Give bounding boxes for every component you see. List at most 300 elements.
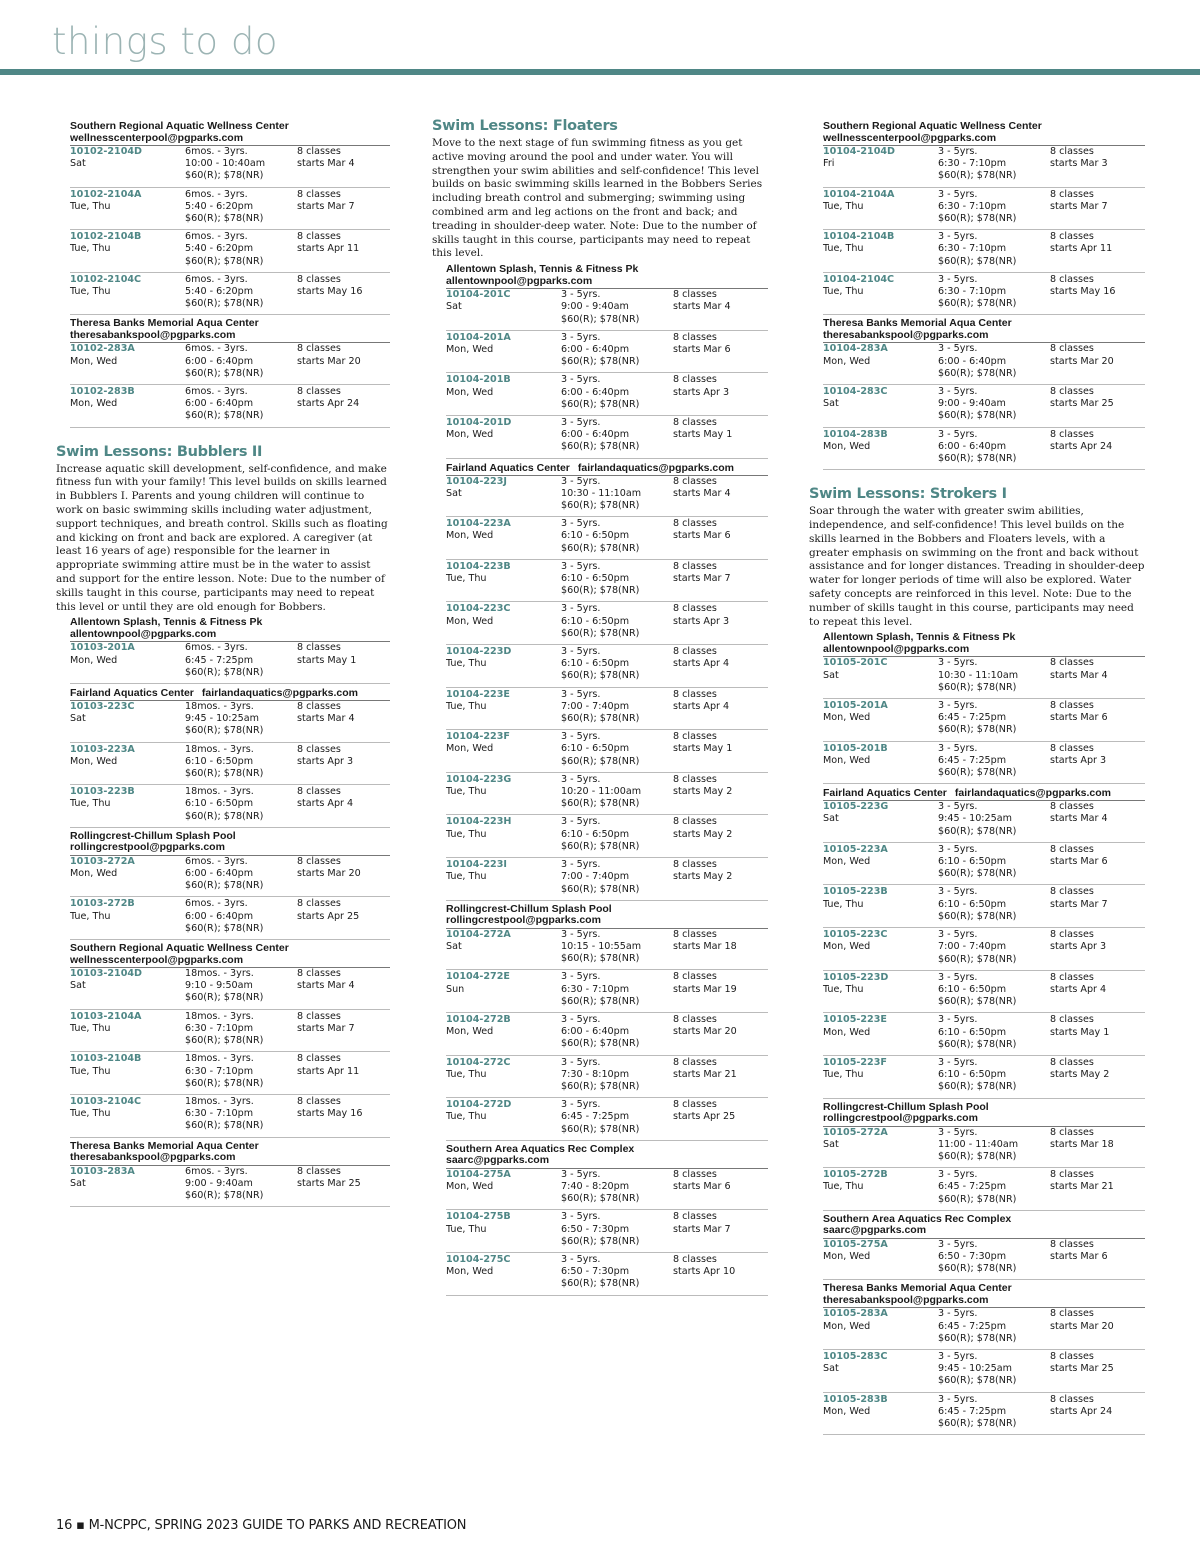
- class-row: [823, 231, 1145, 273]
- class-code: 10104-223B: [446, 560, 511, 572]
- class-ages: 3 - 5yrs.: [561, 646, 601, 658]
- class-start: starts Mar 21: [673, 1068, 737, 1080]
- class-time: 7:40 - 8:20pm: [561, 1180, 630, 1192]
- class-time: 6:10 - 6:50pm: [561, 530, 630, 542]
- class-row: [70, 343, 390, 385]
- class-count: 8 classes: [297, 968, 341, 980]
- class-days: Sat: [823, 1138, 839, 1150]
- class-fee: $60(R); $78(NR): [561, 1235, 640, 1247]
- class-code: 10102-2104B: [70, 231, 142, 243]
- class-row: [823, 743, 1145, 785]
- class-start: starts Apr 3: [673, 615, 730, 627]
- class-code: 10104-2104D: [823, 146, 896, 157]
- class-fee: $60(R); $78(NR): [561, 883, 640, 895]
- class-start: starts Mar 4: [673, 301, 731, 313]
- class-row: [70, 1096, 390, 1138]
- class-code: 10105-272B: [823, 1169, 888, 1181]
- class-ages: 3 - 5yrs.: [561, 603, 601, 615]
- class-time: 6:00 - 6:40pm: [185, 398, 254, 410]
- class-time: 5:40 - 6:20pm: [185, 286, 254, 298]
- class-ages: 3 - 5yrs.: [938, 343, 978, 355]
- class-days: Tue, Thu: [446, 658, 487, 670]
- class-ages: 3 - 5yrs.: [561, 475, 601, 487]
- class-fee: $60(R); $78(NR): [185, 1120, 264, 1132]
- class-time: 7:00 - 7:40pm: [561, 871, 630, 883]
- class-row: [446, 417, 768, 459]
- class-ages: 3 - 5yrs.: [561, 417, 601, 428]
- class-ages: 3 - 5yrs.: [938, 188, 978, 200]
- location-name: Fairland Aquatics Center: [823, 787, 947, 800]
- class-days: Tue, Thu: [446, 700, 487, 712]
- class-days: Tue, Thu: [70, 286, 111, 298]
- class-row: [823, 972, 1145, 1014]
- class-fee: $60(R); $78(NR): [561, 1038, 640, 1050]
- class-start: starts May 2: [673, 828, 733, 840]
- class-code: 10103-283A: [70, 1165, 135, 1177]
- class-count: 8 classes: [1050, 1126, 1094, 1138]
- class-fee: $60(R); $78(NR): [561, 627, 640, 639]
- class-fee: $60(R); $78(NR): [938, 953, 1017, 965]
- class-time: 9:45 - 10:25am: [938, 813, 1012, 825]
- class-days: Mon, Wed: [446, 1266, 494, 1278]
- class-time: 6:30 - 7:10pm: [185, 1022, 254, 1034]
- section-title: Swim Lessons: Strokers I: [809, 486, 1007, 503]
- class-time: 6:50 - 7:30pm: [938, 1250, 1007, 1262]
- class-fee: $60(R); $78(NR): [185, 367, 264, 379]
- class-ages: 3 - 5yrs.: [561, 1056, 601, 1068]
- class-time: 6:50 - 7:30pm: [561, 1223, 630, 1235]
- class-row: [823, 1351, 1145, 1393]
- class-row: [446, 1057, 768, 1099]
- class-ages: 3 - 5yrs.: [938, 1169, 978, 1181]
- class-days: Tue, Thu: [70, 1065, 111, 1077]
- class-row: [823, 429, 1145, 471]
- class-fee: $60(R); $78(NR): [938, 255, 1017, 267]
- class-row: [70, 744, 390, 786]
- class-count: 8 classes: [673, 688, 717, 700]
- class-days: Mon, Wed: [446, 343, 494, 355]
- class-days: Mon, Wed: [823, 1405, 871, 1417]
- class-fee: $60(R); $78(NR): [938, 767, 1017, 779]
- class-row: [823, 1127, 1145, 1169]
- class-count: 8 classes: [673, 518, 717, 530]
- location-email: fairlandaquatics@pgparks.com: [201, 687, 359, 700]
- class-start: starts Mar 6: [673, 1180, 731, 1192]
- class-row: [70, 386, 390, 428]
- class-count: 8 classes: [1050, 886, 1094, 898]
- class-ages: 3 - 5yrs.: [561, 971, 601, 983]
- class-code: 10102-2104D: [70, 146, 143, 157]
- class-days: Tue, Thu: [446, 1223, 487, 1235]
- class-start: starts Apr 25: [673, 1111, 736, 1123]
- class-days: Mon, Wed: [446, 1180, 494, 1192]
- location-name: Southern Area Aquatics Rec Complex: [446, 1142, 635, 1155]
- class-code: 10102-2104A: [70, 188, 142, 200]
- class-code: 10104-201D: [446, 417, 512, 428]
- location-header: [432, 1144, 768, 1169]
- class-fee: $60(R); $78(NR): [185, 992, 264, 1004]
- class-start: starts Apr 3: [673, 386, 730, 398]
- class-ages: 3 - 5yrs.: [938, 1350, 978, 1362]
- class-count: 8 classes: [297, 273, 341, 285]
- class-code: 10104-275B: [446, 1211, 511, 1223]
- class-time: 10:15 - 10:55am: [561, 940, 642, 952]
- location-email: fairlandaquatics@pgparks.com: [577, 461, 735, 474]
- class-start: starts Apr 24: [1050, 1405, 1113, 1417]
- class-days: Tue, Thu: [446, 1111, 487, 1123]
- class-start: starts Mar 20: [1050, 1320, 1114, 1332]
- class-ages: 3 - 5yrs.: [938, 657, 978, 669]
- class-count: 8 classes: [297, 743, 341, 755]
- class-days: Tue, Thu: [446, 1068, 487, 1080]
- class-fee: $60(R); $78(NR): [185, 922, 264, 934]
- class-ages: 3 - 5yrs.: [938, 386, 978, 398]
- class-code: 10104-201A: [446, 331, 511, 343]
- class-start: starts Apr 24: [1050, 440, 1113, 452]
- class-row: [823, 1394, 1145, 1436]
- class-start: starts Mar 25: [1050, 398, 1114, 410]
- class-fee: $60(R); $78(NR): [185, 1189, 264, 1201]
- section-description: Soar through the water with greater swim abilities, independence, and self-confidence! This level builds on the skills learned in the Bobbers and Floaters levels, with a greater emphasis on swimming on the front and back without assistance and for longer distances. Treading in shoulder-deep water for longer periods of time will also be explored. Water safety concepts are reinforced in this level. Note: Due to the number of skills taught in this course, participants may need to repeat this level.: [809, 505, 1145, 628]
- class-fee: $60(R); $78(NR): [938, 825, 1017, 837]
- class-time: 9:00 - 9:40am: [561, 301, 629, 313]
- class-code: 10104-223C: [446, 603, 511, 615]
- class-fee: $60(R); $78(NR): [938, 868, 1017, 880]
- class-count: 8 classes: [673, 816, 717, 828]
- class-days: Tue, Thu: [823, 200, 864, 212]
- class-row: [823, 343, 1145, 385]
- class-ages: 6mos. - 3yrs.: [185, 642, 248, 654]
- class-fee: $60(R); $78(NR): [561, 995, 640, 1007]
- class-code: 10104-223I: [446, 859, 507, 871]
- class-time: 5:40 - 6:20pm: [185, 243, 254, 255]
- class-time: 6:00 - 6:40pm: [938, 440, 1007, 452]
- column-2: [432, 118, 768, 1297]
- class-code: 10105-223B: [823, 886, 888, 898]
- class-count: 8 classes: [1050, 1169, 1094, 1181]
- class-days: Tue, Thu: [823, 243, 864, 255]
- class-time: 6:45 - 7:25pm: [938, 1320, 1007, 1332]
- class-code: 10105-283B: [823, 1393, 888, 1405]
- class-time: 6:45 - 7:25pm: [938, 754, 1007, 766]
- class-count: 8 classes: [1050, 146, 1094, 157]
- class-start: starts Mar 21: [1050, 1181, 1114, 1193]
- class-row: [823, 1308, 1145, 1350]
- class-start: starts Mar 20: [673, 1026, 737, 1038]
- class-count: 8 classes: [1050, 700, 1094, 712]
- class-fee: $60(R); $78(NR): [938, 1193, 1017, 1205]
- class-fee: $60(R); $78(NR): [938, 1417, 1017, 1429]
- class-time: 6:00 - 6:40pm: [938, 355, 1007, 367]
- class-days: Sat: [70, 158, 86, 170]
- class-ages: 3 - 5yrs.: [938, 1126, 978, 1138]
- class-row: [446, 816, 768, 858]
- class-time: 9:45 - 10:25am: [938, 1363, 1012, 1375]
- class-code: 10103-2104B: [70, 1053, 142, 1065]
- class-time: 6:10 - 6:50pm: [938, 983, 1007, 995]
- location-name: Rollingcrest-Chillum Splash Pool: [70, 829, 236, 842]
- class-count: 8 classes: [297, 1010, 341, 1022]
- class-start: starts Apr 4: [297, 798, 354, 810]
- class-days: Mon, Wed: [823, 1320, 871, 1332]
- class-fee: $60(R); $78(NR): [938, 410, 1017, 422]
- class-time: 10:30 - 11:10am: [938, 669, 1019, 681]
- class-row: [823, 386, 1145, 428]
- class-fee: $60(R); $78(NR): [938, 681, 1017, 693]
- class-row: [823, 700, 1145, 742]
- location-header: [56, 943, 390, 968]
- class-count: 8 classes: [1050, 971, 1094, 983]
- class-ages: 3 - 5yrs.: [561, 1099, 601, 1111]
- class-code: 10104-223J: [446, 475, 507, 487]
- class-row: [823, 886, 1145, 928]
- location-header: [56, 121, 390, 146]
- class-count: 8 classes: [1050, 273, 1094, 285]
- class-ages: 3 - 5yrs.: [561, 731, 601, 743]
- class-count: 8 classes: [297, 701, 341, 713]
- class-row: [446, 1254, 768, 1296]
- location-header: [432, 462, 768, 476]
- location-email: wellnesscenterpool@pgparks.com: [823, 131, 997, 144]
- class-start: starts Apr 4: [673, 700, 730, 712]
- class-ages: 3 - 5yrs.: [938, 742, 978, 754]
- class-code: 10103-2104A: [70, 1010, 142, 1022]
- class-time: 6:00 - 6:40pm: [561, 1026, 630, 1038]
- location-name: Southern Area Aquatics Rec Complex: [823, 1212, 1012, 1225]
- class-code: 10105-201C: [823, 657, 888, 669]
- class-ages: 3 - 5yrs.: [938, 231, 978, 243]
- class-fee: $60(R); $78(NR): [938, 724, 1017, 736]
- class-code: 10102-2104C: [70, 273, 142, 285]
- class-row: [446, 859, 768, 901]
- class-days: Sat: [446, 301, 462, 313]
- class-code: 10103-272B: [70, 898, 135, 910]
- class-time: 9:45 - 10:25am: [185, 713, 259, 725]
- class-ages: 3 - 5yrs.: [938, 971, 978, 983]
- class-days: Sat: [446, 487, 462, 499]
- class-code: 10104-2104B: [823, 231, 895, 243]
- class-row: [446, 374, 768, 416]
- class-count: 8 classes: [673, 603, 717, 615]
- class-days: Tue, Thu: [70, 910, 111, 922]
- location-header: [432, 264, 768, 289]
- class-row: [70, 701, 390, 743]
- class-time: 6:30 - 7:10pm: [185, 1065, 254, 1077]
- class-time: 6:45 - 7:25pm: [185, 654, 254, 666]
- class-count: 8 classes: [1050, 1056, 1094, 1068]
- class-time: 6:30 - 7:10pm: [938, 200, 1007, 212]
- class-start: starts Mar 20: [297, 355, 361, 367]
- location-email: allentownpool@pgparks.com: [446, 274, 593, 287]
- class-days: Mon, Wed: [823, 355, 871, 367]
- class-start: starts Mar 6: [673, 530, 731, 542]
- class-time: 6:10 - 6:50pm: [938, 898, 1007, 910]
- class-row: [823, 801, 1145, 843]
- class-code: 10103-223B: [70, 786, 135, 798]
- class-count: 8 classes: [1050, 742, 1094, 754]
- class-ages: 3 - 5yrs.: [938, 1238, 978, 1250]
- class-count: 8 classes: [297, 1053, 341, 1065]
- class-ages: 18mos. - 3yrs.: [185, 1095, 254, 1107]
- class-code: 10105-272A: [823, 1126, 888, 1138]
- class-start: starts Apr 11: [297, 243, 360, 255]
- class-row: [446, 929, 768, 971]
- location-email: theresabankspool@pgparks.com: [70, 328, 236, 341]
- class-ages: 18mos. - 3yrs.: [185, 786, 254, 798]
- class-code: 10105-223D: [823, 971, 889, 983]
- class-start: starts Apr 3: [1050, 754, 1107, 766]
- class-time: 6:45 - 7:25pm: [561, 1111, 630, 1123]
- location-name: Theresa Banks Memorial Aqua Center: [823, 1282, 1012, 1295]
- class-start: starts Mar 7: [673, 573, 731, 585]
- class-fee: $60(R); $78(NR): [938, 170, 1017, 182]
- class-days: Tue, Thu: [823, 898, 864, 910]
- class-count: 8 classes: [673, 475, 717, 487]
- class-row: [823, 146, 1145, 188]
- class-code: 10104-272C: [446, 1056, 511, 1068]
- class-row: [70, 898, 390, 940]
- class-time: 11:00 - 11:40am: [938, 1138, 1019, 1150]
- class-row: [446, 476, 768, 518]
- class-fee: $60(R); $78(NR): [938, 298, 1017, 310]
- location-email: allentownpool@pgparks.com: [823, 642, 970, 655]
- class-start: starts May 16: [297, 286, 363, 298]
- class-start: starts Mar 19: [673, 983, 737, 995]
- class-time: 6:10 - 6:50pm: [561, 743, 630, 755]
- class-code: 10104-201B: [446, 374, 511, 386]
- class-count: 8 classes: [1050, 1014, 1094, 1026]
- class-ages: 3 - 5yrs.: [561, 518, 601, 530]
- class-ages: 3 - 5yrs.: [561, 773, 601, 785]
- class-count: 8 classes: [1050, 386, 1094, 398]
- class-days: Mon, Wed: [70, 654, 118, 666]
- class-row: [823, 274, 1145, 316]
- class-days: Mon, Wed: [823, 1250, 871, 1262]
- class-days: Tue, Thu: [70, 1108, 111, 1120]
- section-title: Swim Lessons: Bubblers II: [56, 443, 263, 460]
- class-fee: $60(R); $78(NR): [938, 996, 1017, 1008]
- class-time: 6:45 - 7:25pm: [938, 712, 1007, 724]
- location-email: rollingcrestpool@pgparks.com: [70, 841, 225, 854]
- class-start: starts May 1: [1050, 1026, 1110, 1038]
- class-fee: $60(R); $78(NR): [561, 542, 640, 554]
- class-count: 8 classes: [1050, 929, 1094, 941]
- location-name: Fairland Aquatics Center: [446, 461, 570, 474]
- class-count: 8 classes: [297, 188, 341, 200]
- class-ages: 3 - 5yrs.: [561, 1211, 601, 1223]
- class-fee: $60(R); $78(NR): [938, 213, 1017, 225]
- class-time: 7:00 - 7:40pm: [561, 700, 630, 712]
- class-code: 10104-223G: [446, 773, 512, 785]
- class-days: Mon, Wed: [823, 712, 871, 724]
- location-name: Fairland Aquatics Center: [70, 687, 194, 700]
- class-code: 10104-275C: [446, 1253, 511, 1265]
- class-ages: 18mos. - 3yrs.: [185, 968, 254, 980]
- class-row: [446, 289, 768, 331]
- location-email: wellnesscenterpool@pgparks.com: [70, 131, 244, 144]
- page-section-title: things to do: [52, 20, 278, 63]
- class-count: 8 classes: [673, 773, 717, 785]
- class-start: starts Mar 7: [673, 1223, 731, 1235]
- class-days: Sat: [446, 940, 462, 952]
- class-ages: 3 - 5yrs.: [561, 859, 601, 871]
- class-ages: 6mos. - 3yrs.: [185, 273, 248, 285]
- class-count: 8 classes: [1050, 188, 1094, 200]
- class-start: starts Mar 7: [297, 1022, 355, 1034]
- class-start: starts Apr 3: [297, 755, 354, 767]
- class-start: starts Mar 7: [1050, 898, 1108, 910]
- class-time: 5:40 - 6:20pm: [185, 200, 254, 212]
- class-days: Mon, Wed: [70, 868, 118, 880]
- class-code: 10104-223F: [446, 731, 510, 743]
- class-code: 10104-223D: [446, 646, 512, 658]
- class-ages: 3 - 5yrs.: [938, 700, 978, 712]
- class-start: starts Mar 25: [1050, 1363, 1114, 1375]
- class-time: 6:00 - 6:40pm: [185, 910, 254, 922]
- class-ages: 3 - 5yrs.: [938, 886, 978, 898]
- location-name: Allentown Splash, Tennis & Fitness Pk: [823, 631, 1016, 644]
- class-code: 10105-283A: [823, 1308, 888, 1320]
- class-code: 10104-283A: [823, 343, 888, 355]
- class-time: 7:30 - 8:10pm: [561, 1068, 630, 1080]
- location-name: Southern Regional Aquatic Wellness Center: [70, 120, 289, 132]
- class-days: Mon, Wed: [823, 440, 871, 452]
- class-time: 6:10 - 6:50pm: [185, 755, 254, 767]
- location-header: [56, 687, 390, 701]
- class-ages: 3 - 5yrs.: [561, 688, 601, 700]
- section-description: Increase aquatic skill development, self-confidence, and make fitness fun with your family! This level builds on skills learned in Bubblers I. Parents and young children will continue to work on basic swimming skills including water adjustment, support techniques, and breath control. Skills such as floating and kicking on front and back are explored. A caregiver (at least 16 years of age) responsible for the learner in appropriate swimming attire must be in the water to assist and support for the entire lesson. Note: Due to the number of skills taught in this course, participants may need to repeat this level or until they are old enough for Bobbers.: [56, 462, 388, 613]
- class-time: 6:30 - 7:10pm: [561, 983, 630, 995]
- location-email: rollingcrestpool@pgparks.com: [823, 1112, 978, 1125]
- class-time: 6:30 - 7:10pm: [938, 243, 1007, 255]
- class-code: 10103-2104C: [70, 1095, 142, 1107]
- location-header: [56, 318, 390, 343]
- class-ages: 6mos. - 3yrs.: [185, 343, 248, 355]
- class-fee: $60(R); $78(NR): [561, 585, 640, 597]
- class-days: Tue, Thu: [823, 983, 864, 995]
- class-start: starts Apr 4: [1050, 983, 1107, 995]
- class-start: starts Mar 6: [1050, 856, 1108, 868]
- class-time: 6:10 - 6:50pm: [561, 658, 630, 670]
- class-start: starts Apr 4: [673, 658, 730, 670]
- class-row: [446, 332, 768, 374]
- class-count: 8 classes: [297, 786, 341, 798]
- class-fee: $60(R); $78(NR): [561, 1080, 640, 1092]
- column-3: [809, 118, 1145, 1436]
- class-code: 10104-201C: [446, 289, 511, 301]
- class-ages: 3 - 5yrs.: [938, 929, 978, 941]
- class-ages: 18mos. - 3yrs.: [185, 743, 254, 755]
- class-count: 8 classes: [673, 1056, 717, 1068]
- column-1: [56, 118, 390, 1208]
- class-code: 10105-223C: [823, 929, 888, 941]
- class-days: Sat: [70, 1177, 86, 1189]
- class-days: Tue, Thu: [70, 1022, 111, 1034]
- class-time: 6:10 - 6:50pm: [561, 573, 630, 585]
- class-start: starts Mar 3: [1050, 158, 1108, 170]
- class-ages: 6mos. - 3yrs.: [185, 146, 248, 157]
- class-days: Sat: [823, 813, 839, 825]
- class-row: [70, 1166, 390, 1208]
- class-days: Mon, Wed: [823, 754, 871, 766]
- class-count: 8 classes: [297, 855, 341, 867]
- class-fee: $60(R); $78(NR): [185, 810, 264, 822]
- class-row: [70, 786, 390, 828]
- location-name: Rollingcrest-Chillum Splash Pool: [823, 1100, 989, 1113]
- class-days: Tue, Thu: [446, 573, 487, 585]
- class-fee: $60(R); $78(NR): [561, 713, 640, 725]
- location-name: Southern Regional Aquatic Wellness Center: [823, 120, 1042, 132]
